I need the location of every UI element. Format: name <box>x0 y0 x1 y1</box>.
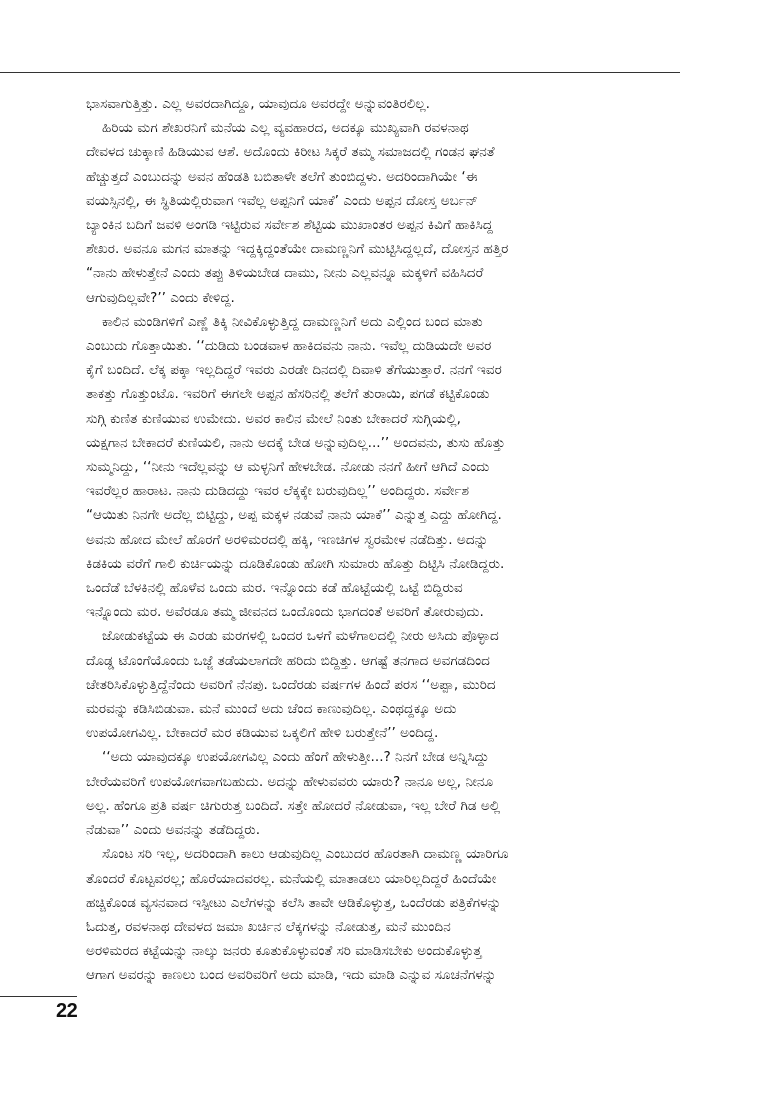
text-line: ಕೈಗೆ ಬಂದಿದೆ. ಲೆಕ್ಕ ಪಕ್ಕಾ ಇಲ್ಲದಿದ್ದರೆ ಇವರು ಎರಡೇ ದಿನದಲ್ಲಿ ದಿವಾಳಿ ತೆಗೆಯುತ್ತಾರೆ. ನನಗೆ ಇವರ <box>86 362 502 379</box>
text-line: ‘‘ಅದು ಯಾವುದಕ್ಕೂ ಉಪಯೋಗವಿಲ್ಲ ಎಂದು ಹೆಂಗೆ ಹೇಳುತ್ತೀ...? ನಿನಗೆ ಬೇಡ ಅನ್ನಿಸಿದ್ದು <box>102 749 490 766</box>
text-line: ಜೋಡುಕಟ್ಟೆಯ ಈ ಎರಡು ಮರಗಳಲ್ಲಿ ಒಂದರ ಒಳಗೆ ಮಳೆಗಾಲದಲ್ಲಿ ನೀರು ಅಸಿದು ಪೊಳ್ಳಾದ <box>102 628 499 645</box>
text-line: ಸುಗ್ಗಿ ಕುಣಿತ ಕುಣಿಯುವ ಉಮೇದು. ಅವರ ಕಾಲಿನ ಮೇಲೆ ನಿಂತು ಬೇಕಾದರೆ ಸುಗ್ಗಿಯಲ್ಲಿ, <box>86 410 461 427</box>
text-line: “ಆಯಿತು ನಿನಗೇ ಅದೆಲ್ಲ ಬಿಟ್ಟಿದ್ದು, ಅಪ್ಪ ಮಕ್ಕಳ ನಡುವೆ ನಾನು ಯಾಕೆ’’ ಎನ್ನುತ್ತ ಎದ್ದು ಹೋಗಿದ್ದ. <box>86 507 502 524</box>
text-line: ಬೇರೆಯವರಿಗೆ ಉಪಯೋಗವಾಗಬಹುದು. ಅದನ್ನು ಹೇಳುವವರು ಯಾರು? ನಾನೂ ಅಲ್ಲ, ನೀನೂ <box>86 773 494 790</box>
text-line: ಯಕ್ಷಗಾನ ಬೇಕಾದರೆ ಕುಣಿಯಲಿ, ನಾನು ಅದಕ್ಕೆ ಬೇಡ ಅನ್ನುವುದಿಲ್ಲ...’’ ಅಂದವನು, ತುಸು ಹೊತ್ತು <box>86 434 506 451</box>
text-line: ಬ್ಯಾಂಕಿನ ಬದಿಗೆ ಜವಳಿ ಅಂಗಡಿ ಇಟ್ಟಿರುವ ಸರ್ವೇಶ ಶೆಟ್ಟಿಯ ಮುಖಾಂತರ ಅಪ್ಪನ ಕಿವಿಗೆ ಹಾಕಿಸಿದ್ದ <box>86 217 493 234</box>
text-line: ಹಿರಿಯ ಮಗ ಶೇಖರನಿಗೆ ಮನೆಯ ಎಲ್ಲ ವ್ಯವಹಾರದ, ಅದಕ್ಕೂ ಮುಖ್ಯವಾಗಿ ರವಳನಾಥ <box>102 120 469 137</box>
footer-rule <box>0 996 77 997</box>
text-line: ಒಂದೆಡೆ ಬೆಳಕಿನಲ್ಲಿ ಹೊಳೆವ ಒಂದು ಮರ. ಇನ್ನೊಂದು ಕಡೆ ಹೊಟ್ಟೆಯಲ್ಲಿ ಒಟ್ಟೆ ಬಿದ್ದಿರುವ <box>86 580 463 597</box>
text-line: ಇವರೆಲ್ಲರ ಹಾರಾಟ. ನಾನು ದುಡಿದದ್ದು ಇವರ ಲೆಕ್ಕಕ್ಕೇ ಬರುವುದಿಲ್ಲ’’ ಅಂದಿದ್ದರು. ಸರ್ವೇಶ <box>86 483 470 500</box>
text-line: ತೊಂದರೆ ಕೊಟ್ಟವರಲ್ಲ; ಹೊರೆಯಾದವರಲ್ಲ. ಮನೆಯಲ್ಲಿ ಮಾತಾಡಲು ಯಾರಿಲ್ಲದಿದ್ದರೆ ಹಿಂದೆಯೇ <box>86 870 497 887</box>
text-line: ಇನ್ನೊಂದು ಮರ. ಅವೆರಡೂ ತಮ್ಮ ಜೀವನದ ಒಂದೊಂದು ಭಾಗದಂತೆ ಅವರಿಗೆ ತೋರುವುದು. <box>86 604 484 621</box>
text-line: ಅವನು ಹೋದ ಮೇಲೆ ಹೊರಗೆ ಅರಳಿಮರದಲ್ಲಿ ಹಕ್ಕಿ, ಇಣಚಿಗಳ ಸ್ವರಮೇಳ ನಡೆದಿತ್ತು. ಅದನ್ನು <box>86 531 489 548</box>
text-line: ವಯಸ್ಸಿನಲ್ಲಿ, ಈ ಸ್ಥಿತಿಯಲ್ಲಿರುವಾಗ ಇವೆಲ್ಲ ಅಪ್ಪನಿಗೆ ಯಾಕೆ’ ಎಂದು ಅಪ್ಪನ ದೋಸ್ತ ಅರ್ಬನ್ <box>86 192 478 209</box>
text-line: ಅರಳಿಮರದ ಕಟ್ಟೆಯನ್ನು ನಾಲ್ಕು ಜನರು ಕೂತುಕೊಳ್ಳುವಂತೆ ಸರಿ ಮಾಡಿಸಬೇಕು ಅಂದುಕೊಳ್ಳುತ್ತ <box>86 943 482 960</box>
text-line: ಕಾಲಿನ ಮಂಡಿಗಳಿಗೆ ಎಣ್ಣೆ ತಿಕ್ಕಿ ನೀವಿಕೊಳ್ಳುತ್ತಿದ್ದ ದಾಮಣ್ಣನಿಗೆ ಅದು ಎಲ್ಲಿಂದ ಬಂದ ಮಾತು <box>102 313 483 330</box>
text-line: ಆಗುವುದಿಲ್ಲವೇ?’’ ಎಂದು ಕೇಳಿದ್ದ. <box>86 289 235 306</box>
text-line: ಅಲ್ಲ. ಹೆಂಗೂ ಪ್ರತಿ ವರ್ಷ ಚಿಗುರುತ್ತ ಬಂದಿದೆ. ಸತ್ತೇ ಹೋದರೆ ನೋಡುವಾ, ಇಲ್ಲ ಬೇರೆ ಗಿಡ ಅಲ್ಲಿ <box>86 797 501 814</box>
text-line: ಹಚ್ಚಿಕೊಂಡ ವ್ಯಸನವಾದ ಇಸ್ಪೀಟು ಎಲೆಗಳನ್ನು ಕಲೆಸಿ ತಾವೇ ಆಡಿಕೊಳ್ಳುತ್ತ, ಒಂದೆರಡು ಪತ್ರಿಕೆಗಳನ್ನು <box>86 894 502 911</box>
text-line: ದೇವಳದ ಚುಕ್ಕಾಣಿ ಹಿಡಿಯುವ ಆಶೆ. ಅದೊಂದು ಕಿರೀಟ ಸಿಕ್ಕರೆ ತಮ್ಮ ಸಮಾಜದಲ್ಲಿ ಗಂಡನ ಘನತೆ <box>86 144 495 161</box>
text-line: ಉಪಯೋಗವಿಲ್ಲ. ಬೇಕಾದರೆ ಮರ ಕಡಿಯುವ ಒಕ್ಕಲಿಗೆ ಹೇಳಿ ಬರುತ್ತೇನೆ’’ ಅಂದಿದ್ದ. <box>86 725 439 742</box>
text-line: ಮರವನ್ನು ಕಡಿಸಿಬಿಡುವಾ. ಮನೆ ಮುಂದೆ ಅದು ಚೆಂದ ಕಾಣುವುದಿಲ್ಲ. ಎಂಥದ್ದಕ್ಕೂ ಅದು <box>86 701 457 718</box>
text-line: ಚೇತರಿಸಿಕೊಳ್ಳುತ್ತಿದ್ದೆನೆಂದು ಅವರಿಗೆ ನೆನಪು. ಒಂದೆರಡು ವರ್ಷಗಳ ಹಿಂದೆ ಪರಸ ‘‘ಅಪ್ಪಾ, ಮುರಿದ <box>86 676 496 693</box>
text-line: ಹೆಚ್ಚುತ್ತದೆ ಎಂಬುದನ್ನು ಅವನ ಹೆಂಡತಿ ಬಬಿತಾಳೇ ತಲೆಗೆ ತುಂಬಿದ್ದಳು. ಅದರಿಂದಾಗಿಯೇ ‘ಈ <box>86 168 478 185</box>
text-line: ಆಗಾಗ ಅವರನ್ನು ಕಾಣಲು ಬಂದ ಅವರಿವರಿಗೆ ಅದು ಮಾಡಿ, ಇದು ಮಾಡಿ ಎನ್ನುವ ಸೂಚನೆಗಳನ್ನು <box>86 967 497 984</box>
text-line: ಭಾಸವಾಗುತ್ತಿತ್ತು. ಎಲ್ಲ ಅವರದಾಗಿದ್ದೂ, ಯಾವುದೂ ಅವರದ್ದೇ ಅನ್ನುವಂತಿರಲಿಲ್ಲ. <box>86 96 431 112</box>
text-line: ನೆಡುವಾ’’ ಎಂದು ಅವನನ್ನು ತಡೆದಿದ್ದರು. <box>86 822 261 839</box>
text-line: ದೊಡ್ಡ ಟೊಂಗೆಯೊಂದು ಒಜ್ಜೆ ತಡೆಯಲಾಗದೇ ಹರಿದು ಬಿದ್ದಿತ್ತು. ಆಗಷ್ಟೆ ತನಗಾದ ಅವಗಡದಿಂದ <box>86 652 490 669</box>
text-line: ಸುಮ್ಮನಿದ್ದು, ‘‘ನೀನು ಇದೆಲ್ಲವನ್ನು ಆ ಮಳ್ಳನಿಗೆ ಹೇಳಬೇಡ. ನೋಡು ನನಗೆ ಹೀಗೆ ಆಗಿದೆ ಎಂದು <box>86 459 490 476</box>
text-line: ಓದುತ್ತ, ರವಳನಾಥ ದೇವಳದ ಜಮಾ ಖರ್ಚಿನ ಲೆಕ್ಕಗಳನ್ನು ನೋಡುತ್ತ, ಮನೆ ಮುಂದಿನ <box>86 918 451 935</box>
page-number: 22 <box>56 1000 78 1022</box>
text-line: “ನಾನು ಹೇಳುತ್ತೇನೆ ಎಂದು ತಪ್ಪು ತಿಳಿಯಬೇಡ ದಾಮು, ನೀನು ಎಲ್ಲವನ್ನೂ ಮಕ್ಕಳಿಗೆ ವಹಿಸಿದರೆ <box>86 265 484 282</box>
text-line: ಎಂಬುದು ಗೊತ್ತಾಯಿತು. ‘‘ದುಡಿದು ಬಂಡವಾಳ ಹಾಕಿದವನು ನಾನು. ಇವೆಲ್ಲ ದುಡಿಯದೇ ಅವರ <box>86 338 492 355</box>
text-line: ತಾಕತ್ತು ಗೊತ್ತುಂಟೊ. ಇವರಿಗೆ ಈಗಲೇ ಅಪ್ಪನ ಹೆಸರಿನಲ್ಲಿ ತಲೆಗೆ ತುರಾಯಿ, ಪಗಡೆ ಕಟ್ಟಿಕೊಂಡು <box>86 386 490 403</box>
body-text <box>86 92 672 988</box>
text-line: ಶೇಖರ. ಅವನೂ ಮಗನ ಮಾತನ್ನು ಇದ್ದಕ್ಕಿದ್ದಂತೆಯೇ ದಾಮಣ್ಣನಿಗೆ ಮುಟ್ಟಿಸಿದ್ದಲ್ಲದೆ, ದೋಸ್ತನ ಹತ್ತಿರ <box>86 241 509 258</box>
text-line: ಸೊಂಟ ಸರಿ ಇಲ್ಲ, ಅದರಿಂದಾಗಿ ಕಾಲು ಆಡುವುದಿಲ್ಲ ಎಂಬುದರ ಹೊರತಾಗಿ ದಾಮಣ್ಣ ಯಾರಿಗೂ <box>102 846 509 863</box>
top-rule <box>0 72 680 73</box>
text-line: ಕಿಡಕಿಯ ವರೆಗೆ ಗಾಲಿ ಕುರ್ಚಿಯನ್ನು ದೂಡಿಕೊಂಡು ಹೋಗಿ ಸುಮಾರು ಹೊತ್ತು ದಿಟ್ಟಿಸಿ ನೋಡಿದ್ದರು. <box>86 555 505 572</box>
